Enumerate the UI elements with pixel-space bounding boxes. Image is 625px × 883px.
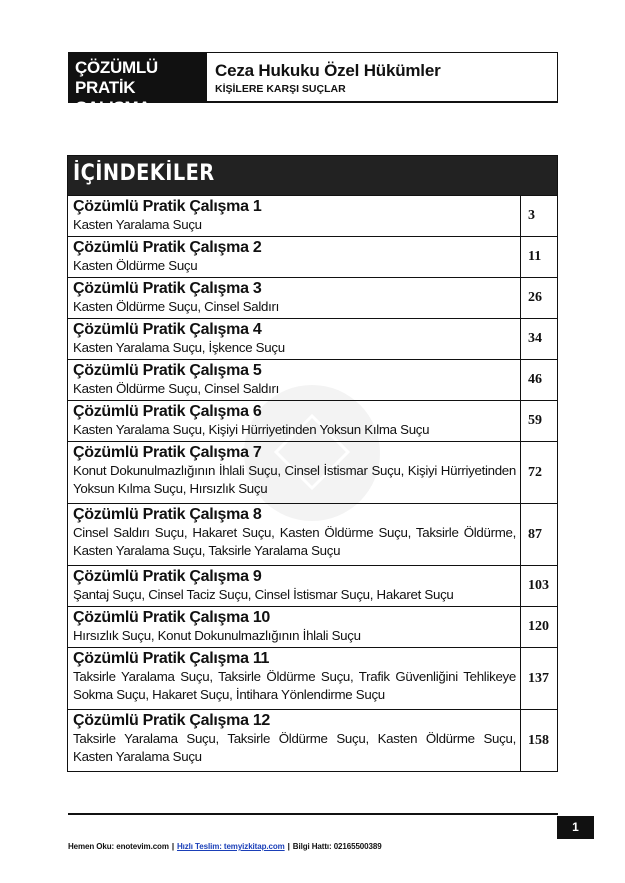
- toc-row-page: 59: [528, 413, 542, 428]
- toc-row[interactable]: [68, 503, 557, 565]
- toc-row[interactable]: [68, 606, 557, 647]
- toc-row-page: 11: [528, 249, 542, 264]
- toc-row-desc: Kasten Yaralama Suçu: [73, 217, 202, 232]
- footer-text: [68, 842, 382, 851]
- toc-row-page: 34: [528, 331, 542, 346]
- toc-row-desc: Kasten Öldürme Suçu: [73, 258, 198, 273]
- footer-read-now[interactable]: Hemen Oku: enotevim.com: [68, 842, 169, 851]
- toc-row-title: Çözümlü Pratik Çalışma 5: [73, 362, 262, 379]
- toc-row-desc: Cinsel Saldırı Suçu, Hakaret Suçu, Kasten Öldürme Suçu, Taksirle Öldürme, Kasten Yaralama Suçu, Taksirle Yaralama Suçu: [73, 525, 516, 558]
- toc-row-title: Çözümlü Pratik Çalışma 9: [73, 568, 262, 585]
- toc-row-page: 137: [528, 670, 549, 686]
- toc-row[interactable]: [68, 277, 557, 318]
- toc-row[interactable]: [68, 647, 557, 709]
- toc-row-page: 46: [528, 372, 542, 387]
- toc-row-desc: Kasten Yaralama Suçu, İşkence Suçu: [73, 340, 285, 355]
- toc-row-page: 103: [528, 578, 549, 593]
- toc-row[interactable]: [68, 236, 557, 277]
- toc-row-title: Çözümlü Pratik Çalışma 1: [73, 198, 262, 215]
- toc-row-desc: Hırsızlık Suçu, Konut Dokunulmazlığının İhlali Suçu: [73, 628, 361, 643]
- toc-row-desc: Şantaj Suçu, Cinsel Taciz Suçu, Cinsel İstismar Suçu, Hakaret Suçu: [73, 587, 454, 602]
- header-title-box: [207, 52, 558, 103]
- toc-row-page: 72: [528, 464, 542, 480]
- toc-row-title: Çözümlü Pratik Çalışma 4: [73, 321, 262, 338]
- toc-row-desc: Taksirle Yaralama Suçu, Taksirle Öldürme Suçu, Trafik Güvenliğini Tehlikeye Sokma Suçu, Hakaret Suçu, İntihara Yönlendirme Suçu: [73, 669, 516, 702]
- page-number: 1: [557, 816, 594, 839]
- badge-line-1: ÇÖZÜMLÜ: [75, 58, 158, 77]
- toc-row[interactable]: [68, 441, 557, 503]
- toc-row-page: 158: [528, 732, 549, 748]
- footer-info-line: Bilgi Hattı: 02165500389: [292, 842, 382, 851]
- footer-separator: |: [171, 842, 174, 851]
- footer-rule: [68, 813, 558, 815]
- toc-row-title: Çözümlü Pratik Çalışma 6: [73, 403, 262, 420]
- toc-row-desc: Konut Dokunulmazlığının İhlali Suçu, Cinsel İstismar Suçu, Kişiyi Hürriyetinden Yoksun Kılma Suçu, Hırsızlık Suçu: [73, 463, 516, 496]
- toc-row[interactable]: [68, 709, 557, 771]
- toc-row-title: Çözümlü Pratik Çalışma 8: [73, 506, 262, 523]
- toc-row-page: 3: [528, 208, 535, 223]
- toc-row-title: Çözümlü Pratik Çalışma 2: [73, 239, 262, 256]
- toc-row-desc: Kasten Öldürme Suçu, Cinsel Saldırı: [73, 299, 280, 314]
- toc-row[interactable]: [68, 359, 557, 400]
- toc-row-page: 26: [528, 290, 542, 305]
- footer-separator: |: [287, 842, 290, 851]
- badge-line-2: PRATİK ÇALIŞMA: [75, 78, 151, 117]
- toc-row-title: Çözümlü Pratik Çalışma 7: [73, 444, 262, 461]
- toc-row-desc: Taksirle Yaralama Suçu, Taksirle Öldürme Suçu, Kasten Öldürme Suçu, Kasten Yaralama Suçu: [73, 731, 516, 764]
- toc-row-desc: Kasten Yaralama Suçu, Kişiyi Hürriyetinden Yoksun Kılma Suçu: [73, 422, 430, 437]
- toc-row-title: Çözümlü Pratik Çalışma 10: [73, 609, 271, 626]
- toc-row[interactable]: [68, 565, 557, 606]
- toc-row-title: Çözümlü Pratik Çalışma 12: [73, 712, 271, 729]
- toc-row[interactable]: [68, 400, 557, 441]
- header-badge: [68, 52, 207, 117]
- toc-row-page: 87: [528, 526, 542, 542]
- book-subtitle: KİŞİLERE KARŞI SUÇLAR: [215, 83, 346, 95]
- table-of-contents: [67, 155, 558, 772]
- toc-row-page: 120: [528, 619, 549, 634]
- book-title: Ceza Hukuku Özel Hükümler: [215, 61, 441, 80]
- toc-row[interactable]: [68, 195, 557, 236]
- toc-row-title: Çözümlü Pratik Çalışma 11: [73, 650, 270, 667]
- footer-fast-delivery-link[interactable]: Hızlı Teslim: temyizkitap.com: [176, 842, 285, 851]
- toc-heading: İÇİNDEKİLER: [68, 156, 557, 195]
- document-header: [68, 52, 558, 117]
- toc-row-desc: Kasten Öldürme Suçu, Cinsel Saldırı: [73, 381, 280, 396]
- toc-row-title: Çözümlü Pratik Çalışma 3: [73, 280, 262, 297]
- toc-row[interactable]: [68, 318, 557, 359]
